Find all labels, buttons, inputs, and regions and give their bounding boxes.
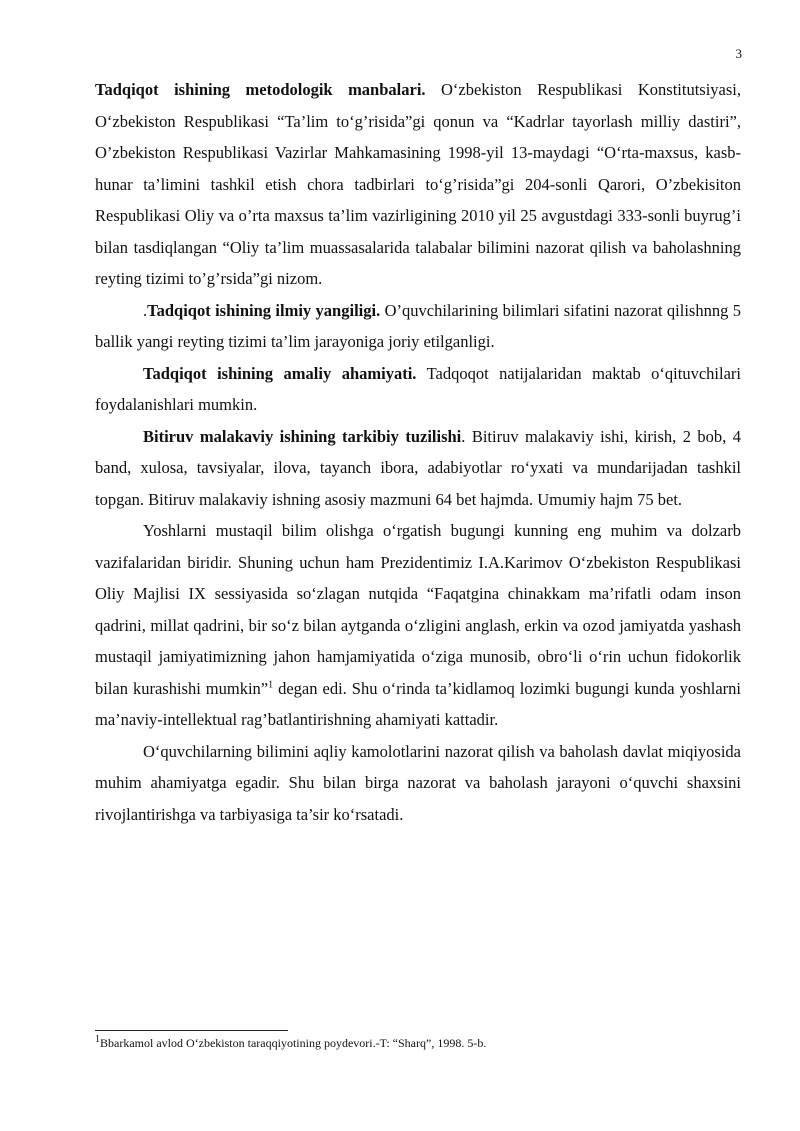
paragraph-youth-education [95, 515, 741, 736]
paragraph-assessment [95, 736, 741, 831]
paragraph-text: Yoshlarni mustaqil bilim olishga o‘rgatish bugungi kunning eng muhim va dolzarb vazifalaridan biridir. Shuning uchun ham Prezidentimiz I.A.Karimov O‘zbekiston Respublikasi Oliy Majlisi IX sessiyasida so‘zlagan nutqida “Faqatgina chinakkam ma’rifatli odam inson qadrini, millat qadrini, bir so‘z bilan aytganda o‘zligini anglash, erkin va ozod jamiyatda yashash mustaqil jamiyatimizning jahon hamjamiyatida o‘ziga munosib, obro‘li o‘rin uchun fidokorlik bilan kurashishi mumkin” [95, 521, 741, 698]
heading-practical-significance: Tadqiqot ishining amaliy ahamiyati. [143, 363, 417, 383]
footnote-text: Bbarkamol avlod O‘zbekiston taraqqiyotining poydevori.-T: “Sharq”, 1998. 5-b. [100, 1036, 487, 1050]
paragraph-prefix: . [143, 300, 148, 320]
paragraph-practical-significance [95, 358, 741, 421]
paragraph-text: Tadqoqot natijalaridan maktab o‘qituvchilari foydalanishlari mumkin. [95, 363, 741, 414]
footnote-marker: 1 [95, 1034, 100, 1045]
paragraph-text: O‘zbekiston Respublikasi Konstitutsiyasi, O‘zbekiston Respublikasi “Ta’lim to‘g’risida”gi qonun va “Kadrlar tayorlash milliy dastiri”, O’zbekiston Respublikasi Vazirlar Mahkamasining 1998-yil 13-maydagi “O‘rta-maxsus, kasb-hunar ta’limini tashkil etish chora tadbirlari to‘g’risida”gi 204-sonli Qarori, O’zbekisiton Respublikasi Oliy va o’rta maxsus ta’lim vazirligining 2010 yil 25 avgustdagi 333-sonli buyrug’i bilan tasdiqlangan “Oliy ta’lim muassasalarida talabalar bilimini nazorat qilish va baholashning reyting tizimi to’g’rsida”gi nizom. [95, 80, 741, 288]
heading-scientific-novelty: Tadqiqot ishining ilmiy yangiligi. [147, 300, 381, 320]
paragraph-scientific-novelty [95, 295, 741, 358]
paragraph-text: O‘quvchilarning bilimini aqliy kamolotlarini nazorat qilish va baholash davlat miqiyosida muhim ahamiyatga egadir. Shu bilan birga nazorat va baholash jarayoni o‘quvchi shaxsini rivojlantirishga va tarbiyasiga ta’sir ko‘rsatadi. [95, 741, 741, 824]
body-text [95, 74, 741, 830]
paragraph-structure [95, 421, 741, 516]
page-number: 3 [735, 46, 742, 61]
footnote-reference[interactable]: 1 [268, 679, 274, 690]
paragraph-text: . Bitiruv malakaviy ishi, kirish, 2 bob, 4 band, xulosa, tavsiyalar, ilova, tayanch ibora, adabiyotlar ro‘yxati va mundarijadan tashkil topgan. Bitiruv malakaviy ishning asosiy mazmuni 64 bet hajmda. Umumiy hajm 75 bet. [95, 426, 741, 509]
heading-structure: Bitiruv malakaviy ishining tarkibiy tuzilishi [143, 426, 462, 446]
paragraph-methodological-sources [95, 74, 741, 295]
heading-methodological-sources: Tadqiqot ishining metodologik manbalari. [95, 80, 426, 99]
paragraph-text: O’quvchilarining bilimlari sifatini nazorat qilishnng 5 ballik yangi reyting tizimi ta’lim jarayoniga joriy etilganligi. [95, 300, 741, 351]
paragraph-text: degan edi. Shu o‘rinda ta’kidlamoq lozimki bugungi kunda yoshlarni ma’naviy-intellektual rag’batlantirishning ahamiyati kattadir. [95, 678, 741, 729]
footnote-separator [95, 1030, 288, 1031]
footnote [95, 1035, 741, 1051]
